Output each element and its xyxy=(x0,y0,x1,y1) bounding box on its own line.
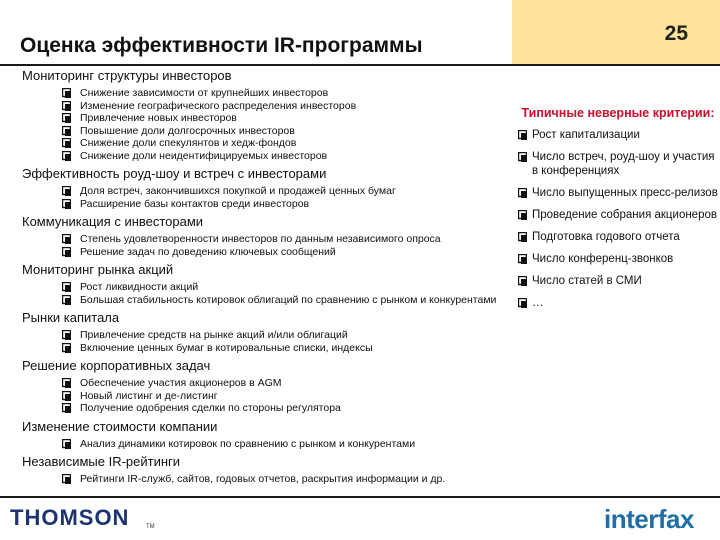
checkbox-bullet-icon xyxy=(62,199,71,209)
checkbox-bullet-icon xyxy=(518,254,527,264)
wrong-criteria-item-text: Подготовка годового отчета xyxy=(532,231,680,243)
wrong-criteria-item-text: Число статей в СМИ xyxy=(532,275,642,287)
list-item xyxy=(62,112,512,125)
section-title: Мониторинг рынка акций xyxy=(22,262,174,277)
checkbox-bullet-icon xyxy=(62,186,71,196)
section-bullet-list xyxy=(62,87,512,162)
list-item-text: Анализ динамики котировок по сравнению с рынком и конкурентами xyxy=(80,437,416,450)
list-item-text: Решение задач по доведению ключевых сообщений xyxy=(80,245,336,258)
checkbox-bullet-icon xyxy=(518,188,527,198)
list-item xyxy=(62,246,512,259)
slide-header xyxy=(0,0,720,68)
wrong-criteria-heading-text: Типичные неверные критерии: xyxy=(521,106,715,120)
wrong-criteria-item xyxy=(518,186,718,200)
header-divider xyxy=(0,64,720,66)
criteria-section xyxy=(22,214,512,258)
wrong-criteria-item xyxy=(518,128,718,142)
slide-title: Оценка эффективности IR-программы xyxy=(20,34,423,57)
checkbox-bullet-icon xyxy=(62,403,71,413)
page-number-box xyxy=(512,0,720,64)
criteria-section xyxy=(22,310,512,354)
section-title: Изменение стоимости компании xyxy=(22,418,218,434)
wrong-criteria-item xyxy=(518,208,718,222)
list-item-text: Снижение доли неидентифицируемых инвесторов xyxy=(80,149,328,162)
wrong-criteria-heading xyxy=(518,104,718,122)
list-item xyxy=(62,390,512,403)
checkbox-bullet-icon xyxy=(62,295,71,305)
section-bullet-list xyxy=(62,281,512,306)
section-bullet-list xyxy=(62,233,512,258)
page-number: 25 xyxy=(664,22,688,45)
list-item xyxy=(62,438,512,451)
list-item xyxy=(62,233,512,246)
section-bullet-list xyxy=(62,329,512,354)
section-title: Коммуникация с инвесторами xyxy=(22,214,204,229)
wrong-criteria-item xyxy=(518,296,718,310)
checkbox-bullet-icon xyxy=(62,113,71,123)
criteria-section xyxy=(22,68,512,162)
list-item-text: Расширение базы контактов среди инвесторов xyxy=(80,197,310,210)
list-item-text: Степень удовлетворенности инвесторов по данным независимого опроса xyxy=(80,233,441,245)
criteria-section xyxy=(22,419,512,451)
thomson-logo-text: THOMSON xyxy=(10,505,130,530)
wrong-criteria-item xyxy=(518,252,718,266)
list-item xyxy=(62,185,512,198)
checkbox-bullet-icon xyxy=(62,378,71,388)
list-item xyxy=(62,402,512,415)
checkbox-bullet-icon xyxy=(518,210,527,220)
wrong-criteria-item-text: Число встреч, роуд-шоу и участия в конференциях xyxy=(532,151,715,177)
wrong-criteria-item-text: … xyxy=(532,297,544,309)
list-item xyxy=(62,125,512,138)
criteria-section xyxy=(22,454,512,486)
checkbox-bullet-icon xyxy=(62,138,71,148)
checkbox-bullet-icon xyxy=(62,151,71,161)
list-item-text: Включение ценных бумаг в котировальные списки, индексы xyxy=(80,341,373,354)
thomson-logo xyxy=(10,505,160,530)
section-bullet-list xyxy=(62,438,512,451)
list-item-text: Снижение зависимости от крупнейших инвесторов xyxy=(80,87,329,99)
list-item xyxy=(62,137,512,150)
wrong-criteria-item-text: Число выпущенных пресс-релизов xyxy=(532,187,718,199)
list-item-text: Рейтинги IR-служб, сайтов, годовых отчетов, раскрытия информации и др. xyxy=(80,473,446,485)
checkbox-bullet-icon xyxy=(62,126,71,136)
checkbox-bullet-icon xyxy=(62,88,71,98)
list-item xyxy=(62,198,512,211)
section-title: Рынки капитала xyxy=(22,310,120,325)
trademark-mark: TM xyxy=(146,524,155,530)
list-item xyxy=(62,281,512,294)
wrong-criteria-item xyxy=(518,274,718,288)
criteria-list xyxy=(22,68,512,490)
wrong-criteria-list xyxy=(518,128,718,310)
wrong-criteria-item-text: Рост капитализации xyxy=(532,129,640,141)
criteria-section xyxy=(22,166,512,210)
checkbox-bullet-icon xyxy=(62,101,71,111)
criteria-section xyxy=(22,262,512,306)
footer-divider xyxy=(0,496,720,498)
checkbox-bullet-icon xyxy=(62,330,71,340)
list-item xyxy=(62,100,512,113)
checkbox-bullet-icon xyxy=(62,343,71,353)
list-item xyxy=(62,342,512,355)
section-title: Независимые IR-рейтинги xyxy=(22,454,181,469)
checkbox-bullet-icon xyxy=(62,247,71,257)
section-title: Эффективность роуд-шоу и встреч с инвесторами xyxy=(22,166,327,181)
wrong-criteria-item-text: Проведение собрания акционеров xyxy=(532,209,717,221)
checkbox-bullet-icon xyxy=(62,474,71,484)
list-item xyxy=(62,87,512,100)
list-item xyxy=(62,377,512,390)
list-item-text: Обеспечение участия акционеров в AGM xyxy=(80,377,282,389)
list-item-text: Большая стабильность котировок облигаций по сравнению с рынком и конкурентами xyxy=(80,293,497,306)
checkbox-bullet-icon xyxy=(62,234,71,244)
wrong-criteria-item-text: Число конференц-звонков xyxy=(532,253,674,265)
list-item-text: Получение одобрения сделки по стороны регулятора xyxy=(80,402,341,414)
wrong-criteria-panel xyxy=(518,104,718,318)
list-item-text: Доля встреч, закончившихся покупкой и продажей ценных бумаг xyxy=(80,185,396,197)
checkbox-bullet-icon xyxy=(518,152,527,162)
checkbox-bullet-icon xyxy=(62,282,71,292)
list-item xyxy=(62,294,512,307)
list-item-text: Повышение доли долгосрочных инвесторов xyxy=(80,124,295,137)
checkbox-bullet-icon xyxy=(518,130,527,140)
checkbox-bullet-icon xyxy=(518,232,527,242)
list-item-text: Новый листинг и де-листинг xyxy=(80,389,218,402)
section-bullet-list xyxy=(62,473,512,486)
list-item xyxy=(62,150,512,163)
criteria-section xyxy=(22,358,512,415)
list-item-text: Изменение географического распределения инвесторов xyxy=(80,99,357,112)
section-title: Решение корпоративных задач xyxy=(22,358,211,373)
checkbox-bullet-icon xyxy=(62,439,71,449)
checkbox-bullet-icon xyxy=(62,391,71,401)
checkbox-bullet-icon xyxy=(518,276,527,286)
list-item xyxy=(62,329,512,342)
list-item-text: Привлечение средств на рынке акций и/или облигаций xyxy=(80,329,348,341)
wrong-criteria-item xyxy=(518,150,718,178)
section-bullet-list xyxy=(62,185,512,210)
list-item-text: Рост ликвидности акций xyxy=(80,281,199,293)
section-title: Мониторинг структуры инвесторов xyxy=(22,68,232,83)
list-item-text: Снижение доли спекулянтов и хедж-фондов xyxy=(80,137,297,149)
checkbox-bullet-icon xyxy=(518,298,527,308)
interfax-logo: interfax xyxy=(604,504,694,534)
wrong-criteria-item xyxy=(518,230,718,244)
list-item-text: Привлечение новых инвесторов xyxy=(80,112,237,124)
section-bullet-list xyxy=(62,377,512,415)
list-item xyxy=(62,473,512,486)
